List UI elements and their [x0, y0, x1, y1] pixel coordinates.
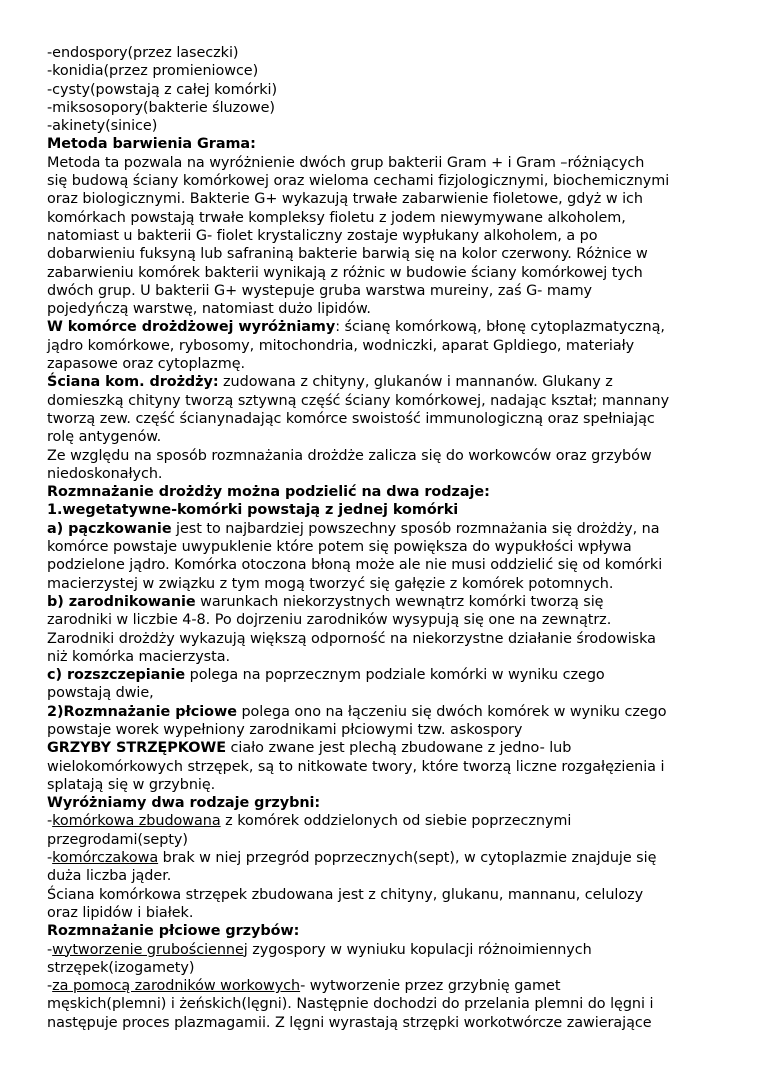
text-line	[47, 831, 719, 849]
bold-text: GRZYBY STRZĘPKOWE	[47, 740, 227, 757]
text-line	[47, 447, 719, 465]
text-line	[47, 995, 719, 1013]
text-line	[47, 99, 719, 117]
text-line	[47, 959, 719, 977]
text-span: oraz lipidów i białek.	[47, 904, 194, 921]
text-line	[47, 1014, 719, 1032]
text-line	[47, 282, 719, 300]
text-span: zabarwieniu komórek bakterii wynikają z różnic w budowie ściany komórkowej tych	[47, 264, 643, 281]
text-span: oraz biologicznymi. Bakterie G+ wykazują trwałe zabarwienie fioletowe, gdyż w ich	[47, 191, 643, 208]
bold-text: 1.wegetatywne-komórki powstają z jednej komórki	[47, 502, 459, 519]
text-span: -miksosopory(bakterie śluzowe)	[47, 99, 275, 116]
text-line	[47, 264, 719, 282]
text-span: Metoda ta pozwala na wyróżnienie dwóch grup bakterii Gram + i Gram –różniących	[47, 154, 645, 171]
text-span: zarodniki w liczbie 4-8. Po dojrzeniu zarodników wysypują się one na zewnątrz.	[47, 612, 612, 629]
text-line	[47, 392, 719, 410]
text-line	[47, 849, 719, 867]
text-line	[47, 318, 719, 336]
bold-text: 2)Rozmnażanie płciowe	[47, 703, 237, 720]
text-line	[47, 575, 719, 593]
text-span: podzielone jądro. Komórka otoczona błoną może ale nie musi oddzielić się od komórki	[47, 557, 663, 574]
text-span: natomiast u bakterii G- fiolet krystaliczny zostaje wypłukany alkoholem, a po	[47, 227, 598, 244]
text-line	[47, 245, 719, 263]
text-span: warunkach niekorzystnych wewnątrz komórki tworzą się	[195, 593, 604, 610]
text-line	[47, 501, 719, 519]
text-span: jest to najbardziej powszechny sposób rozmnażania się drożdży, na	[171, 520, 660, 537]
text-span: z komórek oddzielonych od siebie poprzecznymi	[220, 813, 572, 830]
text-line	[47, 410, 719, 428]
underlined-text: za pomocą zarodników workowych	[52, 978, 301, 995]
text-span: -akinety(sinice)	[47, 118, 158, 135]
bold-text: Metoda barwienia Grama:	[47, 136, 256, 153]
text-line	[47, 941, 719, 959]
text-span: polega ono na łączeniu się dwóch komórek w wyniku czego	[236, 703, 667, 720]
bold-text: Wyróżniamy dwa rodzaje grzybni:	[47, 795, 321, 812]
text-line	[47, 154, 719, 172]
text-span: - wytworzenie przez grzybnię gamet	[300, 978, 561, 995]
text-line	[47, 483, 719, 501]
text-line	[47, 190, 719, 208]
text-line	[47, 666, 719, 684]
bold-text: Rozmnażanie płciowe grzybów:	[47, 923, 300, 940]
text-span: Zarodniki drożdży wykazują większą odporność na niekorzystne działanie środowiska	[47, 630, 656, 647]
bold-text: Rozmnażanie drożdży można podzielić na dwa rodzaje:	[47, 484, 490, 501]
text-line	[47, 593, 719, 611]
text-line	[47, 373, 719, 391]
text-line	[47, 703, 719, 721]
text-span: zygospory w wyniuku kopulacji różnoimiennych	[247, 941, 592, 958]
bold-text: b) zarodnikowanie	[47, 593, 196, 610]
text-span: dwóch grup. U bakterii G+ wystepuje gruba warstwa mureiny, zaś G- mamy	[47, 282, 593, 299]
text-span: brak w niej przegród poprzecznych(sept), w cytoplazmie znajduje się	[158, 850, 657, 867]
text-line	[47, 648, 719, 666]
text-line	[47, 922, 719, 940]
text-line	[47, 630, 719, 648]
text-line	[47, 794, 719, 812]
text-span: komórkach powstają trwałe kompleksy fioletu z jodem niewymywane alkoholem,	[47, 209, 626, 226]
underlined-text: wytworzenie grubościennej	[52, 941, 248, 958]
text-line	[47, 135, 719, 153]
text-line	[47, 611, 719, 629]
text-span: zapasowe oraz cytoplazmę.	[47, 356, 246, 373]
text-line	[47, 538, 719, 556]
text-line	[47, 209, 719, 227]
text-line	[47, 886, 719, 904]
bold-text: W komórce drożdżowej wyróżniamy	[47, 319, 336, 336]
text-line	[47, 227, 719, 245]
text-span: -cysty(powstają z całej komórki)	[47, 81, 278, 98]
text-span: polega na poprzecznym podziale komórki w wyniku czego	[185, 667, 605, 684]
text-line	[47, 428, 719, 446]
text-span: zudowana z chityny, glukanów i mannanów. Glukany z	[218, 374, 613, 391]
text-span: następuje proces plazmagamii. Z lęgni wyrastają strzępki workotwórcze zawierające	[47, 1014, 652, 1031]
text-span: ciało zwane jest plechą zbudowane z jedno- lub	[226, 740, 572, 757]
text-span: splatają się w grzybnię.	[47, 776, 216, 793]
text-span: się budową ściany komórkowej oraz wieloma cechami fizjologicznymi, biochemicznymi	[47, 173, 670, 190]
text-line	[47, 520, 719, 538]
text-line	[47, 812, 719, 830]
text-span: niż komórka macierzysta.	[47, 648, 231, 665]
text-line	[47, 62, 719, 80]
text-line	[47, 556, 719, 574]
text-span: -	[47, 978, 53, 995]
text-line	[47, 867, 719, 885]
text-line	[47, 465, 719, 483]
text-span: tworzą zew. część ścianynadając komórce swoistość immunologiczną oraz spełniając	[47, 410, 655, 427]
text-line	[47, 172, 719, 190]
text-span: macierzystej w związku z tym mogą tworzyć się gałęzie z komórek potomnych.	[47, 575, 614, 592]
text-span: -konidia(przez promieniowce)	[47, 63, 259, 80]
text-line	[47, 904, 719, 922]
bold-text: c) rozszczepianie	[47, 667, 186, 684]
text-span: męskich(plemni) i żeńskich(lęgni). Następnie dochodzi do przelania plemni do lęgni i	[47, 996, 654, 1013]
text-line	[47, 44, 719, 62]
text-line	[47, 739, 719, 757]
text-span: : ścianę komórkową, błonę cytoplazmatyczną,	[335, 319, 665, 336]
text-span: -	[47, 941, 53, 958]
text-span: -	[47, 850, 53, 867]
text-span: domieszką chityny tworzą sztywną część ściany komórkowej, nadając kształ; mannany	[47, 392, 670, 409]
text-span: wielokomórkowych strzępek, są to nitkowate twory, które tworzą liczne rozgałęzienia i	[47, 758, 665, 775]
text-span: jądro komórkowe, rybosomy, mitochondria, wodniczki, aparat Gpldiego, materiały	[47, 337, 635, 354]
text-line	[47, 300, 719, 318]
bold-text: Ściana kom. drożdży:	[47, 374, 219, 391]
text-line	[47, 684, 719, 702]
text-line	[47, 81, 719, 99]
text-span: duża liczba jąder.	[47, 868, 172, 885]
text-span: Ściana komórkowa strzępek zbudowana jest z chityny, glukanu, mannanu, celulozy	[47, 886, 644, 903]
text-line	[47, 758, 719, 776]
text-line	[47, 337, 719, 355]
text-span: powstaje worek wypełniony zarodnikami płciowymi tzw. askospory	[47, 721, 523, 738]
document-page	[47, 44, 719, 1032]
text-line	[47, 117, 719, 135]
text-line	[47, 977, 719, 995]
text-line	[47, 721, 719, 739]
text-line	[47, 355, 719, 373]
text-span: strzępek(izogamety)	[47, 959, 195, 976]
text-span: pojedyńczą warstwę, natomiast dużo lipidów.	[47, 301, 371, 318]
text-span: Ze względu na sposób rozmnażania drożdże zalicza się do workowców oraz grzybów	[47, 447, 652, 464]
bold-text: a) pączkowanie	[47, 520, 172, 537]
text-span: komórce powstaje uwypuklenie które potem się powiększa do wypukłości wpływa	[47, 539, 632, 556]
text-span: -	[47, 813, 53, 830]
text-span: rolę antygenów.	[47, 429, 162, 446]
text-span: niedoskonałych.	[47, 465, 163, 482]
underlined-text: komórczakowa	[52, 850, 159, 867]
text-line	[47, 776, 719, 794]
text-span: dobarwieniu fuksyną lub safraniną bakterie barwią się na kolor czerwony. Różnice w	[47, 246, 648, 263]
text-span: przegrodami(septy)	[47, 831, 188, 848]
underlined-text: komórkowa zbudowana	[52, 813, 221, 830]
text-span: powstają dwie,	[47, 685, 154, 702]
text-span: -endospory(przez laseczki)	[47, 45, 239, 61]
